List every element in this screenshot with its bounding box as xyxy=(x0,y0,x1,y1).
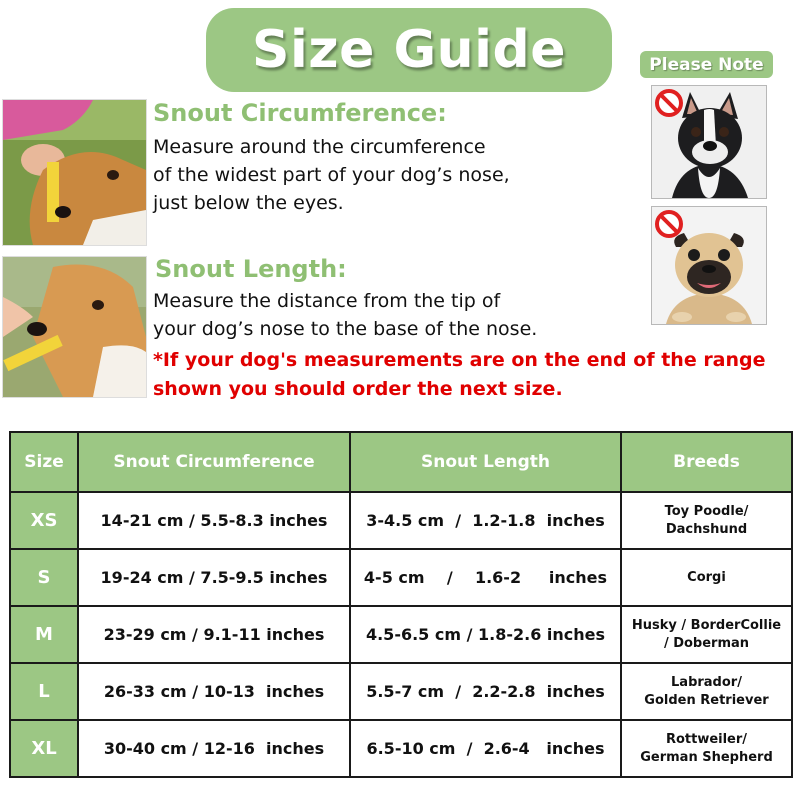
header-length: Snout Length xyxy=(350,432,621,492)
no-sign-icon xyxy=(654,209,684,239)
circumference-heading: Snout Circumference: xyxy=(153,99,447,127)
warning-line: *If your dog's measurements are on the end of the range xyxy=(153,349,766,371)
circumference-cell: 14-21 cm / 5.5-8.3 inches xyxy=(78,492,350,549)
breed-line: Corgi xyxy=(687,569,726,585)
header-breeds: Breeds xyxy=(621,432,792,492)
breed-line: / Doberman xyxy=(663,635,750,651)
circumference-cell: 30-40 cm / 12-16 inches xyxy=(78,720,350,777)
length-instructions xyxy=(153,287,573,343)
page-title xyxy=(206,8,612,92)
length-photo xyxy=(2,256,147,398)
warning-line: shown you should order the next size. xyxy=(153,378,563,400)
instruction-line: Measure the distance from the tip of xyxy=(153,290,501,312)
size-cell: M xyxy=(10,606,78,663)
pug-photo xyxy=(651,206,767,325)
breed-line: Toy Poodle/ xyxy=(664,503,749,519)
length-cell: 4.5-6.5 cm / 1.8-2.6 inches xyxy=(350,606,621,663)
breeds-cell xyxy=(621,549,792,606)
table-row xyxy=(10,492,792,549)
length-cell: 5.5-7 cm / 2.2-2.8 inches xyxy=(350,663,621,720)
instruction-line: just below the eyes. xyxy=(153,192,344,214)
size-cell: XL xyxy=(10,720,78,777)
size-cell: S xyxy=(10,549,78,606)
instruction-line: Measure around the circumference xyxy=(153,136,486,158)
breeds-cell xyxy=(621,492,792,549)
breed-line: Golden Retriever xyxy=(644,692,769,708)
length-cell: 6.5-10 cm / 2.6-4 inches xyxy=(350,720,621,777)
circumference-cell: 19-24 cm / 7.5-9.5 inches xyxy=(78,549,350,606)
breed-line: Husky / BorderCollie xyxy=(631,617,782,633)
length-heading: Snout Length: xyxy=(155,255,347,283)
no-sign-icon xyxy=(654,88,684,118)
breeds-cell xyxy=(621,663,792,720)
circumference-instructions xyxy=(153,133,533,217)
instruction-line: your dog’s nose to the base of the nose. xyxy=(153,318,538,340)
circumference-cell: 26-33 cm / 10-13 inches xyxy=(78,663,350,720)
breed-line: Labrador/ xyxy=(671,674,742,690)
header-size: Size xyxy=(10,432,78,492)
breed-line: Rottweiler/ xyxy=(665,731,748,747)
breed-line: German Shepherd xyxy=(640,749,773,765)
table-row xyxy=(10,663,792,720)
length-cell: 3-4.5 cm / 1.2-1.8 inches xyxy=(350,492,621,549)
please-note-badge: Please Note xyxy=(640,51,773,78)
breeds-cell xyxy=(621,606,792,663)
size-cell: L xyxy=(10,663,78,720)
size-table xyxy=(9,431,793,778)
breed-line: Dachshund xyxy=(665,521,748,537)
breeds-cell xyxy=(621,720,792,777)
table-header-row xyxy=(10,432,792,492)
frenchie-photo xyxy=(651,85,767,199)
table-row xyxy=(10,720,792,777)
sizing-warning xyxy=(153,346,793,404)
title-text: Size Guide xyxy=(252,20,566,80)
length-cell: 4-5 cm / 1.6-2 inches xyxy=(350,549,621,606)
circumference-photo xyxy=(2,99,147,246)
header-circumference: Snout Circumference xyxy=(78,432,350,492)
table-row xyxy=(10,606,792,663)
table-row xyxy=(10,549,792,606)
circumference-cell: 23-29 cm / 9.1-11 inches xyxy=(78,606,350,663)
size-cell: XS xyxy=(10,492,78,549)
instruction-line: of the widest part of your dog’s nose, xyxy=(153,164,510,186)
